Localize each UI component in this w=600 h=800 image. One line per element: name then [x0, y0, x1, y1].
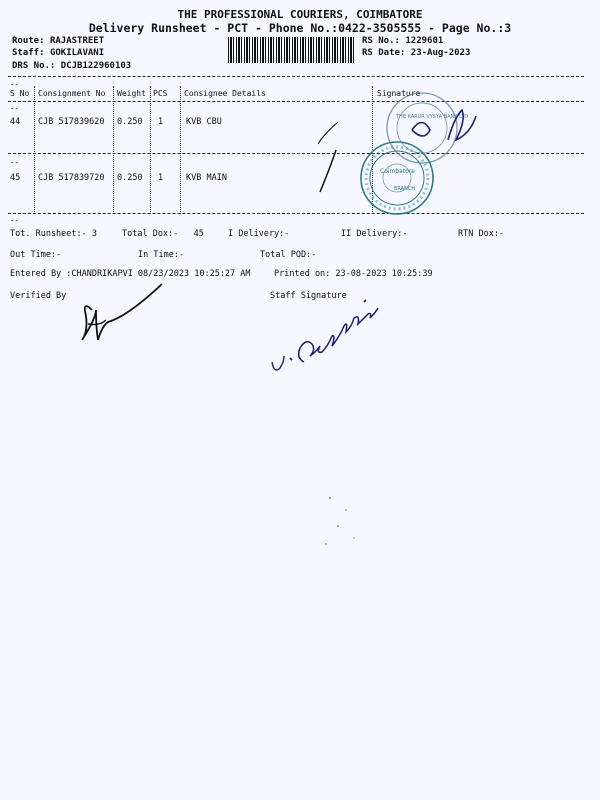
staff-line	[12, 48, 104, 58]
stamp-text-top: THE KARUR VYSYA BANK LTD	[396, 114, 469, 120]
col-divider	[34, 86, 35, 214]
drs-line	[12, 61, 131, 71]
barcode-image	[228, 37, 356, 63]
col-signature: Signature	[377, 89, 421, 98]
tot-runsheet: Tot. Runsheet:- 3	[10, 229, 97, 239]
filler-dashes: --	[10, 104, 20, 113]
row-consignment: CJB 517839720	[38, 173, 105, 183]
row-sno: 45	[10, 173, 21, 183]
row-pcs: 1	[158, 117, 164, 127]
col-weight: Weight	[117, 89, 146, 98]
bank-stamp-lower	[355, 140, 445, 220]
drs-label: DRS No.:	[12, 61, 56, 71]
row-weight: 0.250	[117, 173, 143, 183]
rs-date-value: 23-Aug-2023	[410, 48, 471, 58]
out-time: Out Time:-	[10, 250, 62, 260]
row-weight: 0.250	[117, 117, 143, 127]
drs-value: DCJB122960103	[60, 61, 132, 71]
row-consignee: KVB CBU	[186, 117, 222, 127]
route-value: RAJASTREET	[49, 36, 105, 46]
receiver-signature-icon	[440, 100, 480, 160]
col-divider	[113, 86, 114, 214]
filler-dashes: --	[10, 158, 20, 167]
route-label: Route:	[12, 36, 45, 46]
filler-dashes: --	[10, 216, 20, 225]
rs-no-value: 1229601	[405, 36, 444, 46]
filler-dashes: --	[10, 80, 20, 89]
col-pcs: PCS	[153, 89, 168, 98]
staff-signature-icon	[266, 288, 376, 380]
divider-header	[8, 101, 584, 102]
staff-value: GOKILAVANI	[49, 48, 105, 58]
col-divider	[180, 86, 181, 214]
row-sno: 44	[10, 117, 21, 127]
rs-date-line	[362, 48, 470, 58]
divider-bottom	[8, 213, 584, 214]
rs-no-label: RS No.:	[362, 36, 400, 46]
total-dox-value: 45	[193, 229, 204, 239]
total-dox	[122, 229, 204, 239]
scan-speckle-icon	[320, 490, 360, 550]
row-consignee: KVB MAIN	[186, 173, 227, 183]
divider-top	[8, 76, 584, 77]
col-sno: S No	[10, 89, 30, 98]
printed-on: Printed on: 23-08-2023 10:25:39	[274, 269, 433, 279]
row-pcs: 1	[158, 173, 164, 183]
col-consignee: Consignee Details	[184, 89, 266, 98]
col-consignment: Consignment No	[38, 89, 106, 98]
verifier-signature-icon	[70, 280, 180, 355]
verified-by: Verified By	[10, 291, 67, 301]
stamp-text-small: BRANCH	[394, 186, 416, 192]
row-consignment: CJB 517839620	[38, 117, 105, 127]
route-line	[12, 36, 104, 46]
rs-no-line	[362, 36, 443, 46]
col-divider	[150, 86, 151, 214]
runsheet-subtitle: Delivery Runsheet - PCT - Phone No.:0422-3505555 - Page No.:3	[88, 21, 512, 35]
stamp-text: Coimbatore	[380, 168, 415, 175]
divider-row	[8, 153, 584, 154]
company-title: THE PROFESSIONAL COURIERS, COIMBATORE	[177, 8, 423, 21]
total-pod: Total POD:-	[260, 250, 317, 260]
in-time: In Time:-	[138, 250, 185, 260]
staff-label: Staff:	[12, 48, 45, 58]
ii-delivery: II Delivery:-	[341, 229, 408, 239]
rs-date-label: RS Date:	[362, 48, 406, 58]
i-delivery: I Delivery:-	[228, 229, 290, 239]
staff-signature-label: Staff Signature	[270, 291, 347, 301]
entered-by: Entered By :CHANDRIKAPVI 08/23/2023 10:25:27 AM	[10, 269, 251, 279]
rtn-dox: RTN Dox:-	[458, 229, 505, 239]
pen-stroke-icon	[312, 118, 342, 198]
total-dox-label: Total Dox:-	[122, 229, 179, 239]
